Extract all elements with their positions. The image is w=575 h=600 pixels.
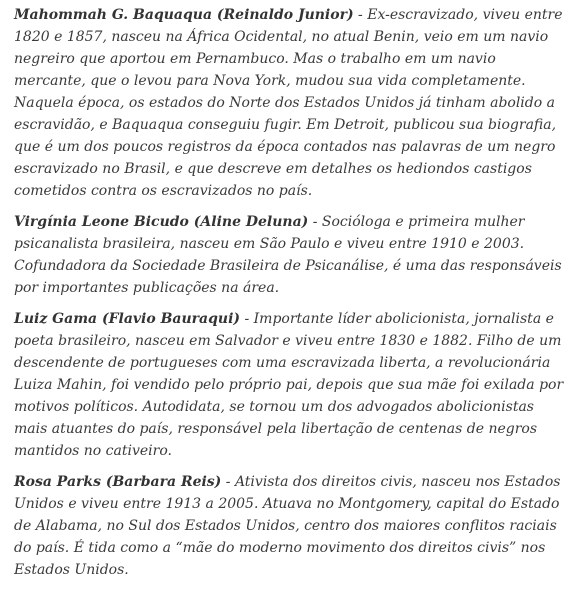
bio-name: Virgínia Leone Bicudo (Aline Deluna) [14, 214, 309, 230]
bio-entry-parks [14, 471, 567, 581]
bio-name: Luiz Gama (Flavio Bauraqui) [14, 311, 241, 327]
bio-description: - Importante líder abolicionista, jornalista e poeta brasileiro, nasceu em Salvador e viveu entre 1830 e 1882. Filho de um descendente de portugueses com uma escravizada liberta, a revolucionária Luiza Mahin, foi vendido pelo próprio pai, depois que sua mãe foi exilada por motivos políticos. Autodidata, se tornou um dos advogados abolicionistas mais atuantes do país, responsável pela libertação de centenas de negros mantidos no cativeiro. [14, 311, 564, 459]
bio-name: Rosa Parks (Barbara Reis) [14, 474, 222, 490]
bio-entry-gama [14, 308, 567, 462]
bio-description: - Ativista dos direitos civis, nasceu nos Estados Unidos e viveu entre 1913 a 2005. Atuava no Montgomery, capital do Estado de Alabama, no Sul dos Estados Unidos, centro dos maiores conflitos raciais do país. É tida como a “mãe do moderno movimento dos direitos civis” nos Estados Unidos. [14, 474, 561, 578]
bio-entry-baquaqua [14, 4, 567, 202]
bio-description: - Socióloga e primeira mulher psicanalista brasileira, nasceu em São Paulo e viveu entre 1910 e 2003. Cofundadora da Sociedade Brasileira de Psicanálise, é uma das responsáveis por importantes publicações na área. [14, 214, 562, 296]
bio-entry-bicudo [14, 211, 567, 299]
bio-description: - Ex-escravizado, viveu entre 1820 e 1857, nasceu na África Ocidental, no atual Benin, veio em um navio negreiro que aportou em Pernambuco. Mas o trabalho em um navio mercante, que o levou para Nova York, mudou sua vida completamente. Naquela época, os estados do Norte dos Estados Unidos já tinham abolido a escravidão, e Baquaqua conseguiu fugir. Em Detroit, publicou sua biografia, que é um dos poucos registros da época contados nas palavras de um negro escravizado no Brasil, e que descreve em detalhes os hediondos castigos cometidos contra os escravizados no país. [14, 7, 563, 199]
bio-name: Mahommah G. Baquaqua (Reinaldo Junior) [14, 7, 354, 23]
